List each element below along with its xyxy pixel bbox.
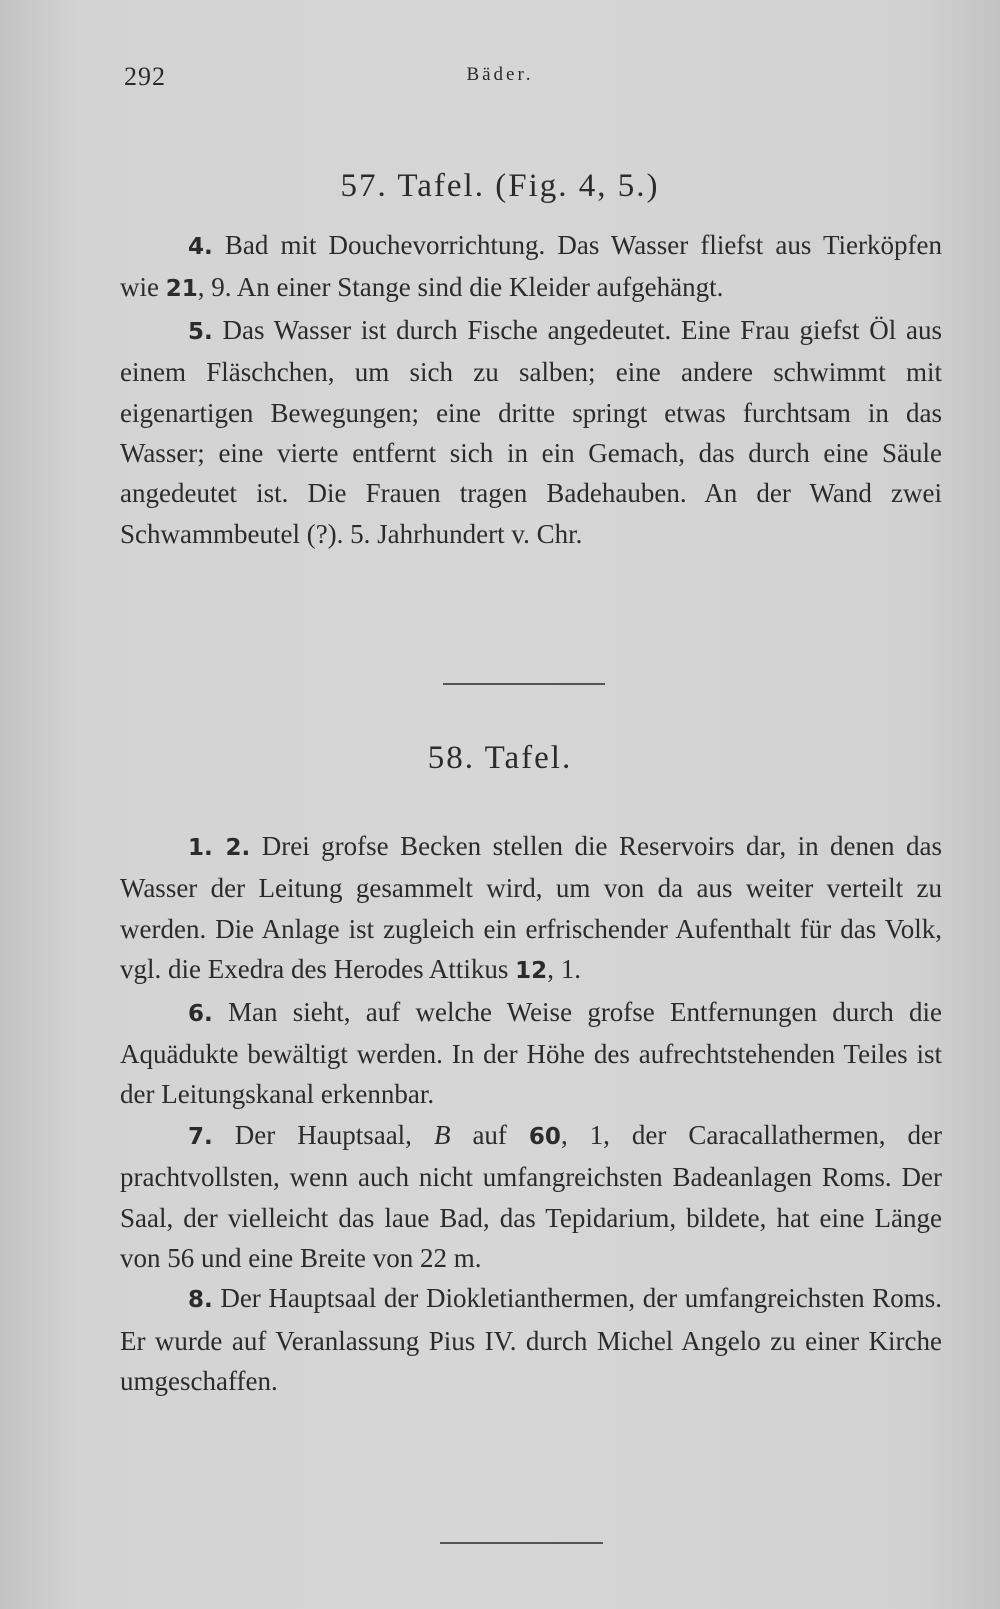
- item-number: 4.: [188, 234, 213, 260]
- paragraph-text: Man sieht, auf welche Weise grofse Entfernungen durch die Aquädukte bewältigt werden. In der Höhe des aufrechtstehenden Teiles ist der Leitungskanal erkennbar.: [120, 996, 942, 1110]
- section-heading-57: 57. Tafel. (Fig. 4, 5.): [340, 168, 660, 204]
- section-57-body: [120, 225, 942, 554]
- reference-continuation: , 1, der Caracallathermen, der prachtvollsten, wenn auch nicht umfangreichsten Badeanlagen Roms. Der Saal, der vielleicht das laue Bad, das Tepidarium, bildete, hat eine Länge von 56 und eine Breite von 22 m.: [120, 1119, 943, 1274]
- plate-reference: 21: [165, 276, 198, 303]
- reference-continuation: , 1.: [547, 954, 581, 985]
- paragraph-8: [120, 1278, 942, 1401]
- reference-continuation: , 9. An einer Stange sind die Kleider aufgehängt.: [197, 272, 724, 303]
- running-title: Bäder.: [466, 64, 534, 85]
- paragraph-5: [120, 310, 942, 554]
- item-number: 7.: [188, 1123, 213, 1150]
- section-heading-58: 58. Tafel.: [427, 740, 573, 776]
- item-number: 5.: [188, 318, 213, 345]
- paragraph-4: [120, 225, 942, 310]
- paragraph-text: Das Wasser ist durch Fische angedeutet. Eine Frau giefst Öl aus einem Fläschchen, um sich zu salben; eine andere schwimmt mit eigenartigen Bewegungen; eine dritte springt etwas furchtsam in das Wasser; eine vierte entfernt sich in ein Gemach, das durch eine Säule angedeutet ist. Die Frauen tragen Badehauben. An der Wand zwei Schwammbeutel (?). 5. Jahrhundert v. Chr.: [120, 314, 942, 549]
- plate-reference: 60: [528, 1123, 561, 1150]
- paragraph-text: Der Hauptsaal der Diokletianthermen, der umfangreichsten Roms. Er wurde auf Veranlassung Pius IV. durch Michel Angelo zu einer Kirche umgeschaffen.: [120, 1283, 943, 1397]
- paragraph-1-2: [120, 826, 942, 992]
- page-number: 292: [124, 62, 166, 91]
- end-divider: [440, 1542, 603, 1544]
- paragraph-text: Der Hauptsaal,: [234, 1119, 412, 1150]
- item-number: 8.: [188, 1287, 213, 1314]
- paragraph-7: [120, 1115, 942, 1279]
- section-58-body: [120, 826, 942, 1402]
- paragraph-text-2: auf: [472, 1119, 507, 1150]
- plate-reference: 12: [515, 958, 548, 985]
- item-number: 6.: [188, 1000, 213, 1027]
- paragraph-text: Bad mit Douchevorrichtung. Das Wasser fliefst aus Tierköpfen wie: [120, 230, 942, 303]
- paragraph-text: Drei grofse Becken stellen die Reservoirs dar, in denen das Wasser der Leitung gesammelt wird, um von da aus weiter verteilt zu werden. Die Anlage ist zugleich ein erfrischender Aufenthalt für das Volk, vgl. die Exedra des Herodes Attikus: [120, 831, 942, 985]
- item-number: 1. 2.: [188, 835, 251, 861]
- section-divider: [443, 683, 605, 685]
- running-head: [0, 62, 1000, 92]
- italic-letter: B: [433, 1119, 451, 1150]
- paragraph-6: [120, 992, 942, 1115]
